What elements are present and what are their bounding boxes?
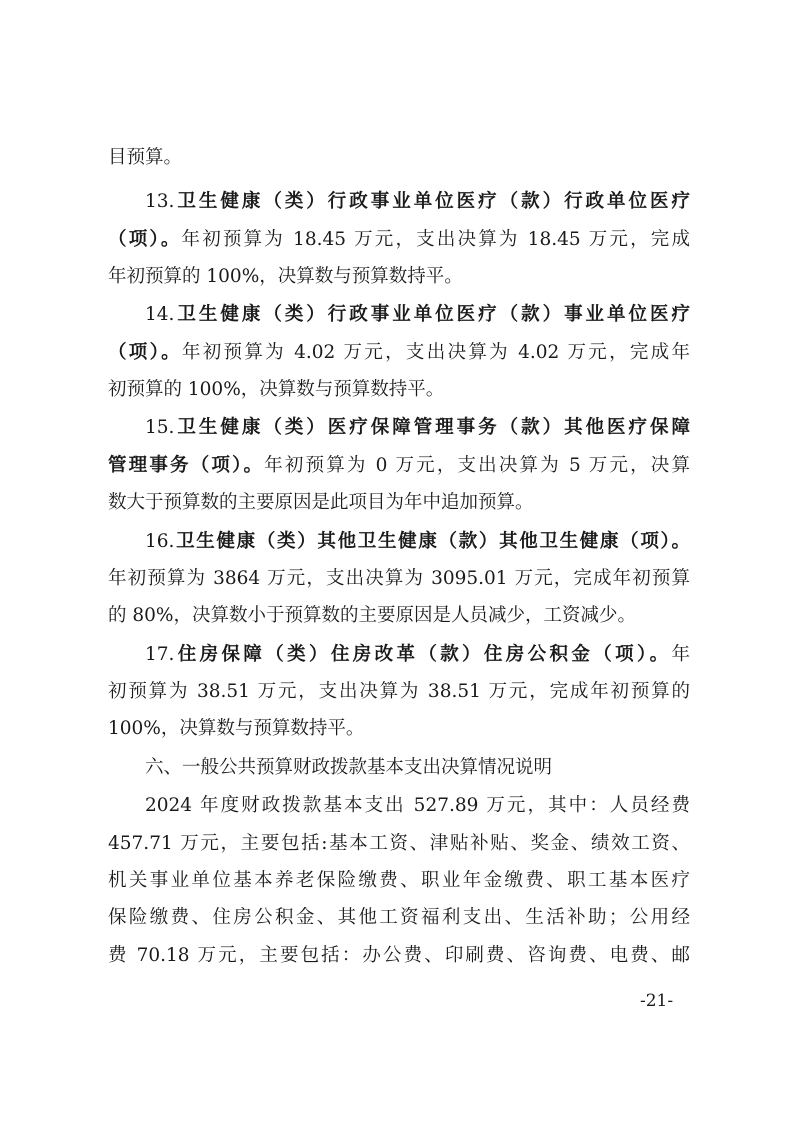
text-line — [108, 143, 690, 173]
paragraph-text: 100%，决算数与预算数持平。 — [108, 718, 365, 739]
paragraph-text: 机关事业单位基本养老保险缴费、职业年金缴费、职工基本医疗 — [108, 870, 690, 891]
item-heading: 卫生健康（类）其他卫生健康（款）其他卫生健康（项）。 — [174, 531, 690, 552]
paragraph-text: 的 80%，决算数小于预算数的主要原因是人员减少，工资减少。 — [108, 605, 637, 626]
item-number: 17. — [145, 644, 175, 665]
text-line — [108, 375, 690, 405]
text-line — [108, 601, 690, 631]
text-line — [108, 866, 690, 896]
item-number: 15. — [145, 417, 175, 438]
paragraph-text: 457.71 万元，主要包括:基本工资、津贴补贴、奖金、绩效工资、 — [108, 833, 690, 854]
item-heading: 住房保障（类）住房改革（款）住房公积金（项）。 — [174, 644, 672, 665]
paragraph-text: 费 70.18 万元，主要包括：办公费、印刷费、咨询费、电费、邮 — [108, 945, 690, 966]
text-line — [108, 451, 690, 481]
paragraph-text: 年初预算为 0 万元，支出决算为 5 万元，决算 — [264, 455, 690, 476]
section-heading — [145, 753, 690, 783]
text-line — [108, 488, 690, 518]
item-heading: （项）。 — [108, 229, 182, 250]
item-number: 16. — [145, 531, 175, 552]
paragraph-text: 年初预算的 100%，决算数与预算数持平。 — [108, 266, 463, 287]
text-line — [108, 903, 690, 933]
text-line — [145, 791, 690, 821]
paragraph-heading-17 — [145, 640, 690, 670]
paragraph-heading-14 — [145, 300, 690, 330]
paragraph-text: 初预算为 38.51 万元，支出决算为 38.51 万元，完成年初预算的 — [108, 681, 690, 702]
item-number: 14. — [145, 304, 175, 325]
text-line — [108, 677, 690, 707]
item-heading: （项）。 — [108, 342, 182, 363]
paragraph-text: 保险缴费、住房公积金、其他工资福利支出、生活补助；公用经 — [108, 907, 690, 928]
item-number: 13. — [145, 191, 175, 212]
text-line — [108, 262, 690, 292]
paragraph-text: 年初预算为 4.02 万元，支出决算为 4.02 万元，完成年 — [181, 342, 690, 363]
paragraph-text: 2024 年度财政拨款基本支出 527.89 万元，其中：人员经费 — [145, 795, 690, 816]
text-line — [108, 338, 690, 368]
item-heading: 卫生健康（类）行政事业单位医疗（款）事业单位医疗 — [174, 304, 690, 325]
page-number: -21- — [640, 991, 674, 1011]
text-line — [108, 225, 690, 255]
item-heading: 卫生健康（类）医疗保障管理事务（款）其他医疗保障 — [174, 417, 690, 438]
paragraph-heading-13 — [145, 187, 690, 217]
item-heading: 管理事务（项）。 — [108, 455, 265, 476]
text-line — [108, 941, 690, 971]
text-line — [108, 714, 690, 744]
section-title: 六、一般公共预算财政拨款基本支出决算情况说明 — [145, 757, 553, 778]
paragraph-text: 年初预算为 18.45 万元，支出决算为 18.45 万元，完成 — [181, 229, 690, 250]
text-line — [108, 829, 690, 859]
item-heading: 卫生健康（类）行政事业单位医疗（款）行政单位医疗 — [174, 191, 690, 212]
paragraph-text: 年 — [671, 644, 690, 665]
paragraph-heading-16 — [145, 527, 690, 557]
paragraph-text: 目预算。 — [108, 147, 183, 168]
paragraph-text: 年初预算为 3864 万元，支出决算为 3095.01 万元，完成年初预算 — [108, 568, 690, 589]
paragraph-heading-15 — [145, 413, 690, 443]
paragraph-text: 初预算的 100%，决算数与预算数持平。 — [108, 379, 445, 400]
text-line — [108, 564, 690, 594]
paragraph-text: 数大于预算数的主要原因是此项目为年中追加预算。 — [108, 492, 534, 513]
